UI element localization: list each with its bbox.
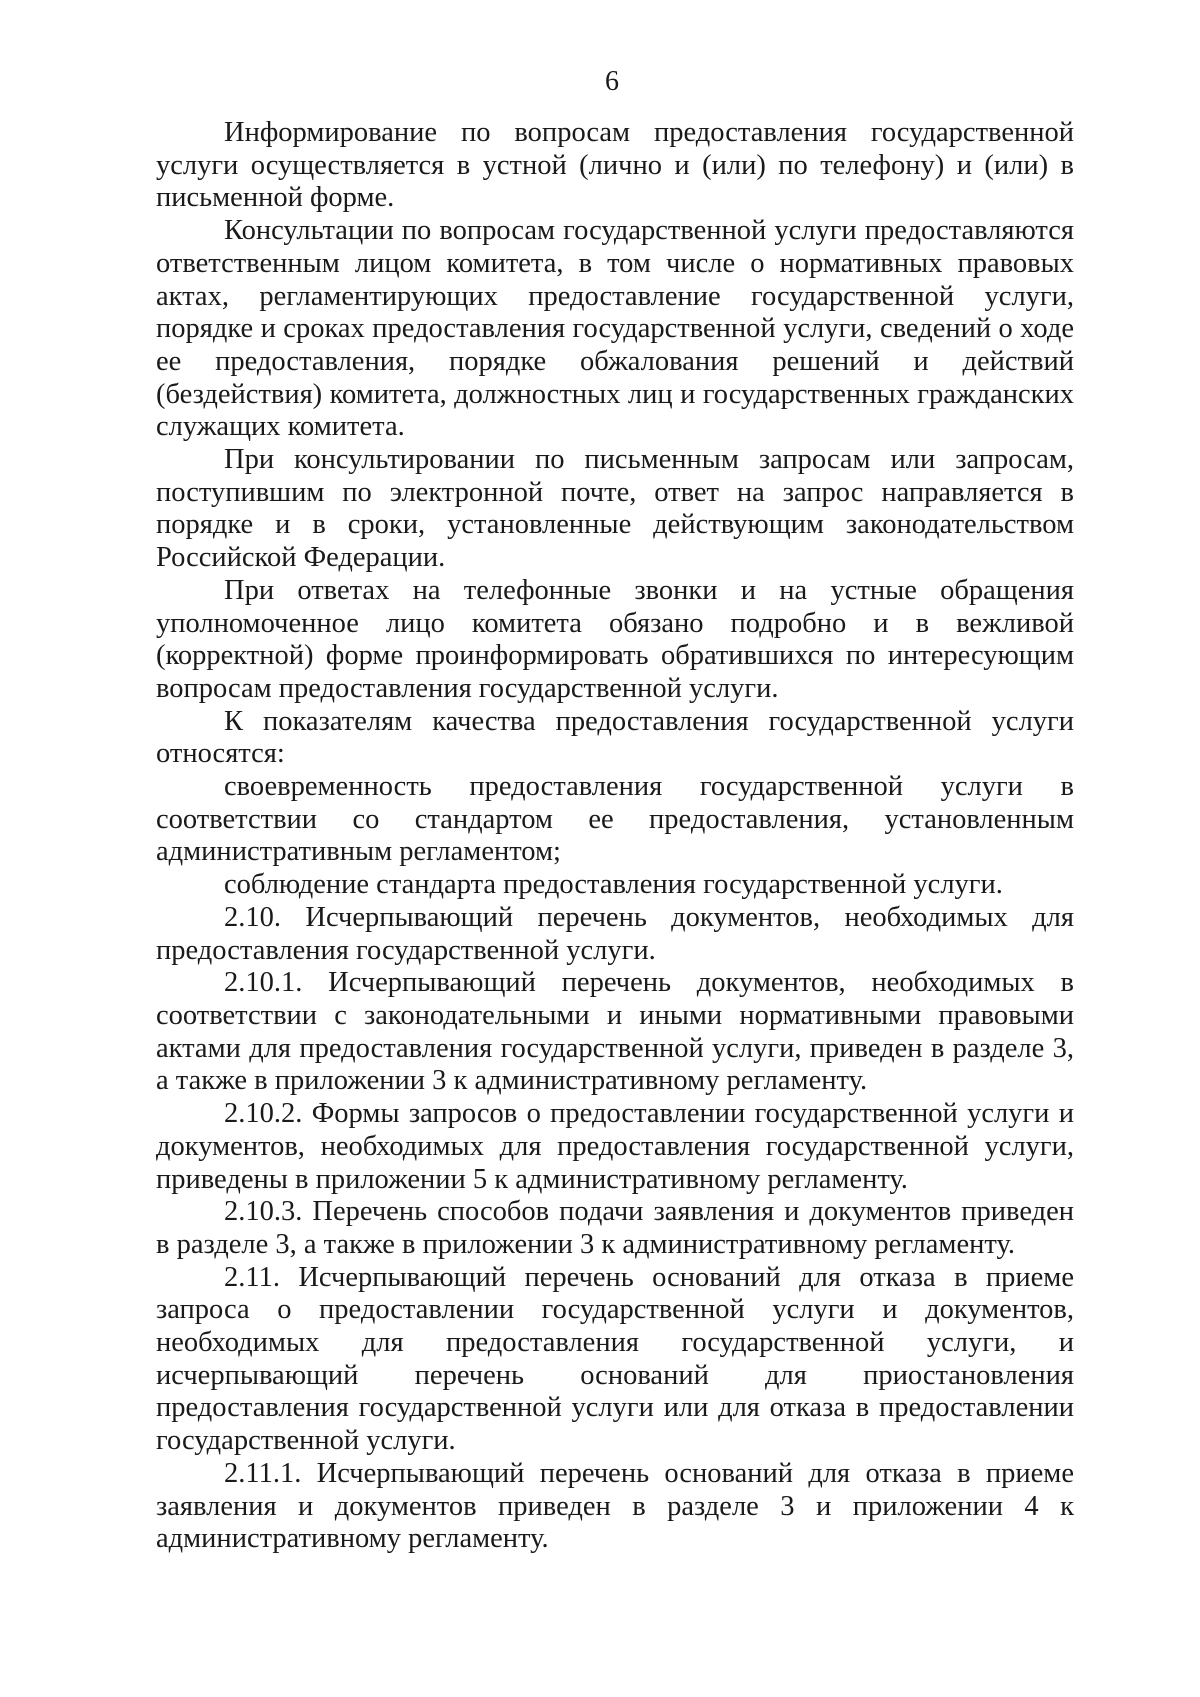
paragraph-phone-calls: При ответах на телефонные звонки и на устные обращения уполномоченное лицо комитета обязано подробно и в вежливой (корректной) форме проинформировать обратившихся по интересующим вопросам предоставления государственной услуги.	[156, 574, 1074, 704]
paragraph-consultations: Консультации по вопросам государственной услуги предоставляются ответственным лицом комитета, в том числе о нормативных правовых актах, регламентирующих предоставление государственной услуги, порядке и сроках предоставления государственной услуги, сведений о ходе ее предоставления, порядке обжалования решений и действий (бездействия) комитета, должностных лиц и государственных гражданских служащих комитета.	[156, 215, 1074, 443]
section-2-10: 2.10. Исчерпывающий перечень документов, необходимых для предоставления государственной услуги.	[156, 901, 1074, 966]
section-2-10-3: 2.10.3. Перечень способов подачи заявления и документов приведен в разделе 3, а также в приложении 3 к административному регламенту.	[156, 1196, 1074, 1260]
paragraph-written-requests: При консультировании по письменным запросам или запросам, поступившим по электронной почте, ответ на запрос направляется в порядке и в сроки, установленные действующим законодательством Российской Федерации.	[156, 444, 1074, 574]
paragraph-timeliness: своевременность предоставления государственной услуги в соответствии со стандартом ее предоставления, установленным административным регламентом;	[156, 771, 1074, 868]
section-2-11: 2.11. Исчерпывающий перечень оснований для отказа в приеме запроса о предоставлении государственной услуги и документов, необходимых для предоставления государственной услуги, и исчерпывающий перечень оснований для приостановления предоставления государственной услуги или для отказа в предоставлении государственной услуги.	[156, 1261, 1074, 1457]
section-2-10-1: 2.10.1. Исчерпывающий перечень документов, необходимых в соответствии с законодательными и иными нормативными правовыми актами для предоставления государственной услуги, приведен в разделе 3, а также в приложении 3 к административному регламенту.	[156, 967, 1074, 1097]
section-2-10-2: 2.10.2. Формы запросов о предоставлении государственной услуги и документов, необходимых для предоставления государственной услуги, приведены в приложении 5 к административному регламенту.	[156, 1098, 1074, 1195]
document-body	[156, 117, 1074, 1556]
paragraph-standard-compliance: соблюдение стандарта предоставления государственной услуги.	[224, 869, 1003, 901]
paragraph-informing: Информирование по вопросам предоставления государственной услуги осуществляется в устной (лично и (или) по телефону) и (или) в письменной форме.	[156, 117, 1074, 214]
section-2-11-1: 2.11.1. Исчерпывающий перечень оснований для отказа в приеме заявления и документов приведен в разделе 3 и приложении 4 к административному регламенту.	[156, 1457, 1074, 1555]
page-number: 6	[605, 66, 619, 97]
paragraph-quality-indicators: К показателям качества предоставления государственной услуги относятся:	[156, 705, 1074, 770]
